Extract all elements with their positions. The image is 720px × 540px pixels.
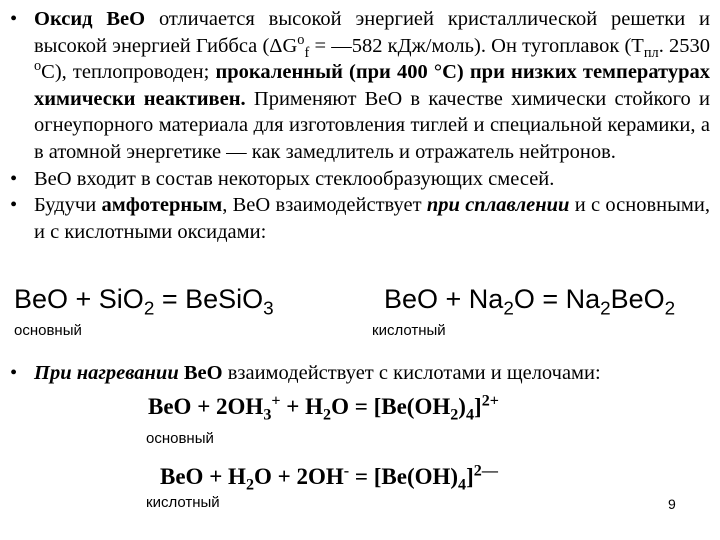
sup: 2— (473, 462, 498, 480)
term-oxide: Оксид ВеО (34, 8, 146, 30)
bullet-marker: • (10, 8, 18, 30)
equation-beo-alkali (160, 462, 498, 494)
text-span: = —582 кДж/моль). Он тугоплавок (Т (309, 34, 644, 57)
page-number: 9 (668, 496, 676, 512)
sub: 2 (664, 298, 676, 320)
equation-beo-na2o (384, 284, 676, 320)
bullet-list (10, 6, 710, 245)
sub: 3 (263, 406, 272, 424)
sup: + (271, 392, 281, 410)
sup: 2+ (481, 392, 499, 410)
text-span: отличается высокой энергией кристаллической решетки и высокой энергией Гиббса (ΔG (34, 8, 710, 57)
sub: 2 (503, 298, 514, 320)
text-span: Применяют ВеО в качестве химически стойкого и огнеупорного материала для изготовления тиглей и специальной керамики, а в атомной энергетике — как замедлитель и отражатель нейтронов. (34, 87, 710, 163)
sub: пл (643, 44, 659, 61)
sup: - (343, 462, 350, 480)
text-span: и с основными, и с кислотными оксидами: (34, 194, 710, 243)
term-beo: ВеО (178, 362, 223, 384)
term-amphoteric: амфотерным (101, 194, 223, 217)
text-span: , ВеО взаимодействует (222, 194, 427, 217)
sub: 2 (245, 476, 254, 494)
label-basic-2: основный (146, 430, 214, 447)
equation-beo-sio2 (14, 284, 274, 320)
label-basic: основный (14, 322, 82, 339)
bullet-heating (10, 360, 710, 387)
bullet-marker: • (10, 194, 18, 217)
eq-part: BeO + Na (384, 284, 504, 314)
eq-part: = [Be(OH) (349, 464, 459, 489)
sub: 2 (323, 406, 332, 424)
eq-part: BeO (610, 284, 665, 314)
bullet-heating-text (10, 360, 710, 387)
text-span: ВеО входит в состав некоторых стеклообразующих смесей. (34, 167, 555, 190)
bullet-amphoteric (10, 192, 710, 245)
label-acidic-2: кислотный (146, 494, 220, 511)
sup: o (297, 31, 305, 48)
eq-part: + H (280, 394, 324, 419)
text-span: Будучи (34, 194, 102, 217)
term-fusion: при сплавлении (426, 194, 570, 217)
sub: f (304, 44, 310, 61)
term-heating: При нагревании (34, 362, 179, 384)
text-span: взаимодействует с кислотами и щелочами: (222, 362, 601, 384)
sub: 3 (263, 298, 274, 320)
bold-inert-note: прокаленный (при 400 °С) при низких температурах химически неактивен. (34, 61, 710, 110)
eq-part: ] (466, 464, 474, 489)
eq-part: ) (458, 394, 466, 419)
eq-part: O + 2OH (253, 464, 344, 489)
label-acidic: кислотный (372, 322, 446, 339)
sup: o (34, 58, 42, 75)
text-span: . 2530 (658, 34, 711, 57)
sub: 2 (600, 298, 611, 320)
eq-part: = BeSiO (154, 284, 264, 314)
eq-part: O = [Be(OH (331, 394, 451, 419)
text-span: С), теплопроводен; (41, 61, 216, 84)
sub: 4 (458, 476, 467, 494)
eq-part: BeO + 2OH (148, 394, 264, 419)
sub: 2 (143, 298, 155, 320)
eq-part: ] (474, 394, 482, 419)
eq-part: BeO + SiO (14, 284, 144, 314)
eq-part: BeO + H (160, 464, 246, 489)
bullet-marker: • (10, 362, 18, 384)
bullet-marker: • (10, 167, 18, 190)
bullet-glass (10, 166, 710, 193)
sub: 2 (450, 406, 459, 424)
equation-beo-acid (148, 392, 499, 424)
eq-part: O = Na (513, 284, 601, 314)
sub: 4 (465, 406, 475, 424)
bullet-beo-properties (10, 6, 710, 166)
